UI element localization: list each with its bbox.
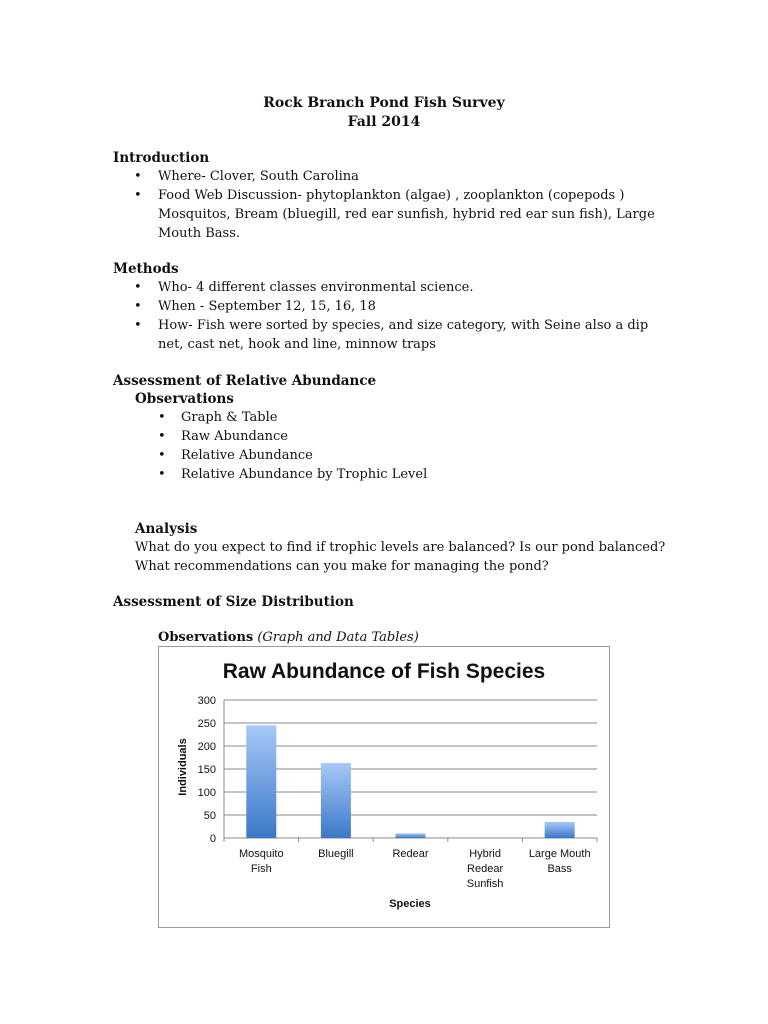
methods-item-when: When - September 12, 15, 16, 18 xyxy=(158,299,376,314)
relative-observations-heading: Observations xyxy=(135,391,234,407)
methods-item-how: How- Fish were sorted by species, and size category, with Seine also a dip xyxy=(158,318,649,333)
bar-0 xyxy=(246,725,276,838)
intro-item-foodweb-cont1: Mosquitos, Bream (bluegill, red ear sunfish, hybrid red ear sun fish), Large xyxy=(158,207,655,222)
chart-title: Raw Abundance of Fish Species xyxy=(222,660,546,683)
size-observations-label: Observations xyxy=(158,630,254,645)
intro-item-foodweb-cont2: Mouth Bass. xyxy=(158,226,241,241)
bullet: • xyxy=(134,318,142,333)
bullet: • xyxy=(158,448,166,463)
bullet: • xyxy=(134,280,142,295)
chart-xlabel: Species xyxy=(389,898,431,910)
x-tick-label: Mosquito xyxy=(238,848,284,860)
x-tick-label: Large Mouth xyxy=(528,848,591,860)
chart-frame xyxy=(158,646,610,928)
bullet: • xyxy=(158,410,166,425)
methods-item-how-cont: net, cast net, hook and line, minnow traps xyxy=(158,337,436,352)
raw-abundance-chart xyxy=(159,647,609,927)
intro-item-foodweb: Food Web Discussion- phytoplankton (algae) , zooplankton (copepods ) xyxy=(158,188,625,203)
chart-ylabel: Individuals xyxy=(177,738,189,796)
relative-item-graph: Graph & Table xyxy=(181,410,278,425)
size-heading: Assessment of Size Distribution xyxy=(113,594,354,610)
x-tick-label: Hybrid xyxy=(469,848,501,860)
relative-item-relative: Relative Abundance xyxy=(181,448,313,463)
y-tick-label: 150 xyxy=(197,764,216,776)
x-tick-label: Bass xyxy=(547,863,572,875)
x-tick-label: Redear xyxy=(392,848,429,860)
methods-heading: Methods xyxy=(113,261,179,277)
bullet: • xyxy=(134,188,142,203)
bullet: • xyxy=(158,467,166,482)
relative-heading: Assessment of Relative Abundance xyxy=(113,373,377,389)
methods-item-who: Who- 4 different classes environmental science. xyxy=(158,280,474,295)
bar-4 xyxy=(545,822,575,838)
y-tick-label: 0 xyxy=(209,833,216,845)
y-tick-label: 200 xyxy=(197,741,216,753)
relative-item-trophic: Relative Abundance by Trophic Level xyxy=(181,467,428,482)
x-tick-label: Sunfish xyxy=(466,878,504,890)
y-tick-label: 50 xyxy=(203,810,216,822)
bullet: • xyxy=(134,299,142,314)
analysis-line-2: What recommendations can you make for managing the pond? xyxy=(135,559,549,574)
bullet: • xyxy=(158,429,166,444)
intro-item-where: Where- Clover, South Carolina xyxy=(158,169,359,184)
size-observations-note: (Graph and Data Tables) xyxy=(257,630,419,645)
x-tick-label: Fish xyxy=(250,863,272,875)
x-tick-label: Bluegill xyxy=(318,848,354,860)
bullet: • xyxy=(134,169,142,184)
x-tick-label: Redear xyxy=(467,863,504,875)
bar-1 xyxy=(321,763,351,838)
document-title: Rock Branch Pond Fish Survey xyxy=(263,95,505,111)
bar-2 xyxy=(396,833,426,838)
intro-heading: Introduction xyxy=(113,150,210,166)
analysis-heading: Analysis xyxy=(135,521,198,537)
y-tick-label: 100 xyxy=(197,787,216,799)
y-tick-label: 300 xyxy=(197,695,216,707)
analysis-line-1: What do you expect to find if trophic levels are balanced? Is our pond balanced? xyxy=(135,540,666,555)
document-subtitle: Fall 2014 xyxy=(347,114,421,130)
relative-item-raw: Raw Abundance xyxy=(181,429,288,444)
size-observations xyxy=(158,630,419,645)
y-tick-label: 250 xyxy=(197,718,216,730)
